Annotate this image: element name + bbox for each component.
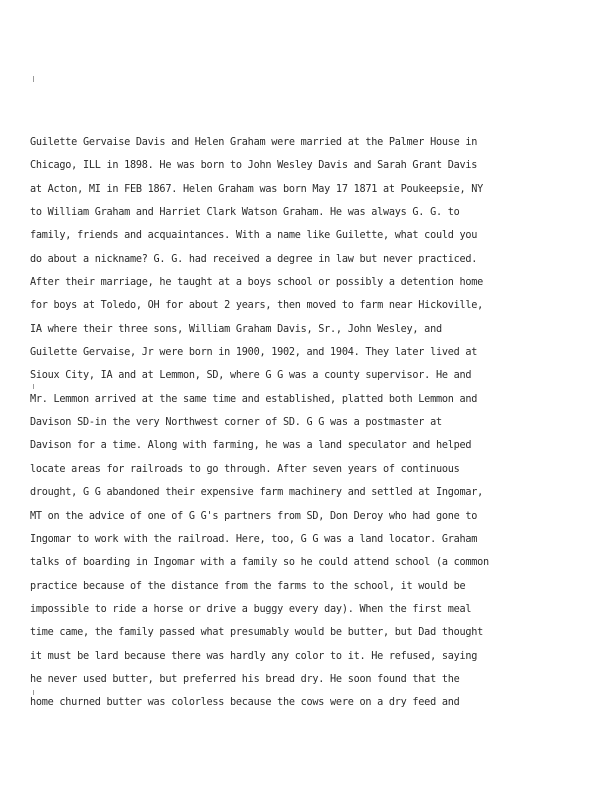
text-line: Chicago, ILL in 1898. He was born to John Wesley Davis and Sarah Grant Davis: [30, 160, 478, 172]
scan-speck: [33, 76, 34, 82]
text-line: Sioux City, IA and at Lemmon, SD, where G G was a county supervisor. He and: [30, 370, 472, 382]
text-line: After their marriage, he taught at a boys school or possibly a detention home: [30, 277, 484, 289]
text-line: Mr. Lemmon arrived at the same time and established, platted both Lemmon and: [30, 393, 478, 405]
text-line: Davison SD-in the very Northwest corner of SD. G G was a postmaster at: [30, 417, 442, 429]
text-line: home churned butter was colorless because the cows were on a dry feed and: [30, 697, 460, 709]
text-line: locate areas for railroads to go through. After seven years of continuous: [30, 463, 460, 475]
text-line: it must be lard because there was hardly any color to it. He refused, saying: [30, 650, 478, 662]
text-line: IA where their three sons, William Graham Davis, Sr., John Wesley, and: [30, 323, 442, 335]
text-line: do about a nickname? G. G. had received a degree in law but never practiced.: [30, 253, 478, 265]
typed-paragraph: [30, 131, 590, 715]
text-line: to William Graham and Harriet Clark Watson Graham. He was always G. G. to: [30, 207, 460, 219]
text-line: practice because of the distance from the farms to the school, it would be: [30, 580, 466, 592]
text-line: for boys at Toledo, OH for about 2 years, then moved to farm near Hickoville,: [30, 300, 484, 312]
text-line: Davison for a time. Along with farming, he was a land speculator and helped: [30, 440, 472, 452]
text-line: Guilette Gervaise Davis and Helen Graham were married at the Palmer House in: [30, 137, 478, 148]
text-line: family, friends and acquaintances. With a name like Guilette, what could you: [30, 230, 478, 242]
text-line: drought, G G abandoned their expensive farm machinery and settled at Ingomar,: [30, 487, 484, 499]
text-line: at Acton, MI in FEB 1867. Helen Graham was born May 17 1871 at Poukeepsie, NY: [30, 183, 484, 195]
text-line: talks of boarding in Ingomar with a family so he could attend school (a common: [30, 557, 489, 569]
text-line: Ingomar to work with the railroad. Here, too, G G was a land locator. Graham: [30, 533, 478, 545]
text-line: he never used butter, but preferred his bread dry. He soon found that the: [30, 673, 460, 685]
text-line: MT on the advice of one of G G's partners from SD, Don Deroy who had gone to: [30, 510, 478, 522]
text-line: time came, the family passed what presumably would be butter, but Dad thought: [30, 627, 484, 639]
text-line: Guilette Gervaise, Jr were born in 1900, 1902, and 1904. They later lived at: [30, 347, 478, 359]
text-line: impossible to ride a horse or drive a buggy every day). When the first meal: [30, 603, 472, 615]
